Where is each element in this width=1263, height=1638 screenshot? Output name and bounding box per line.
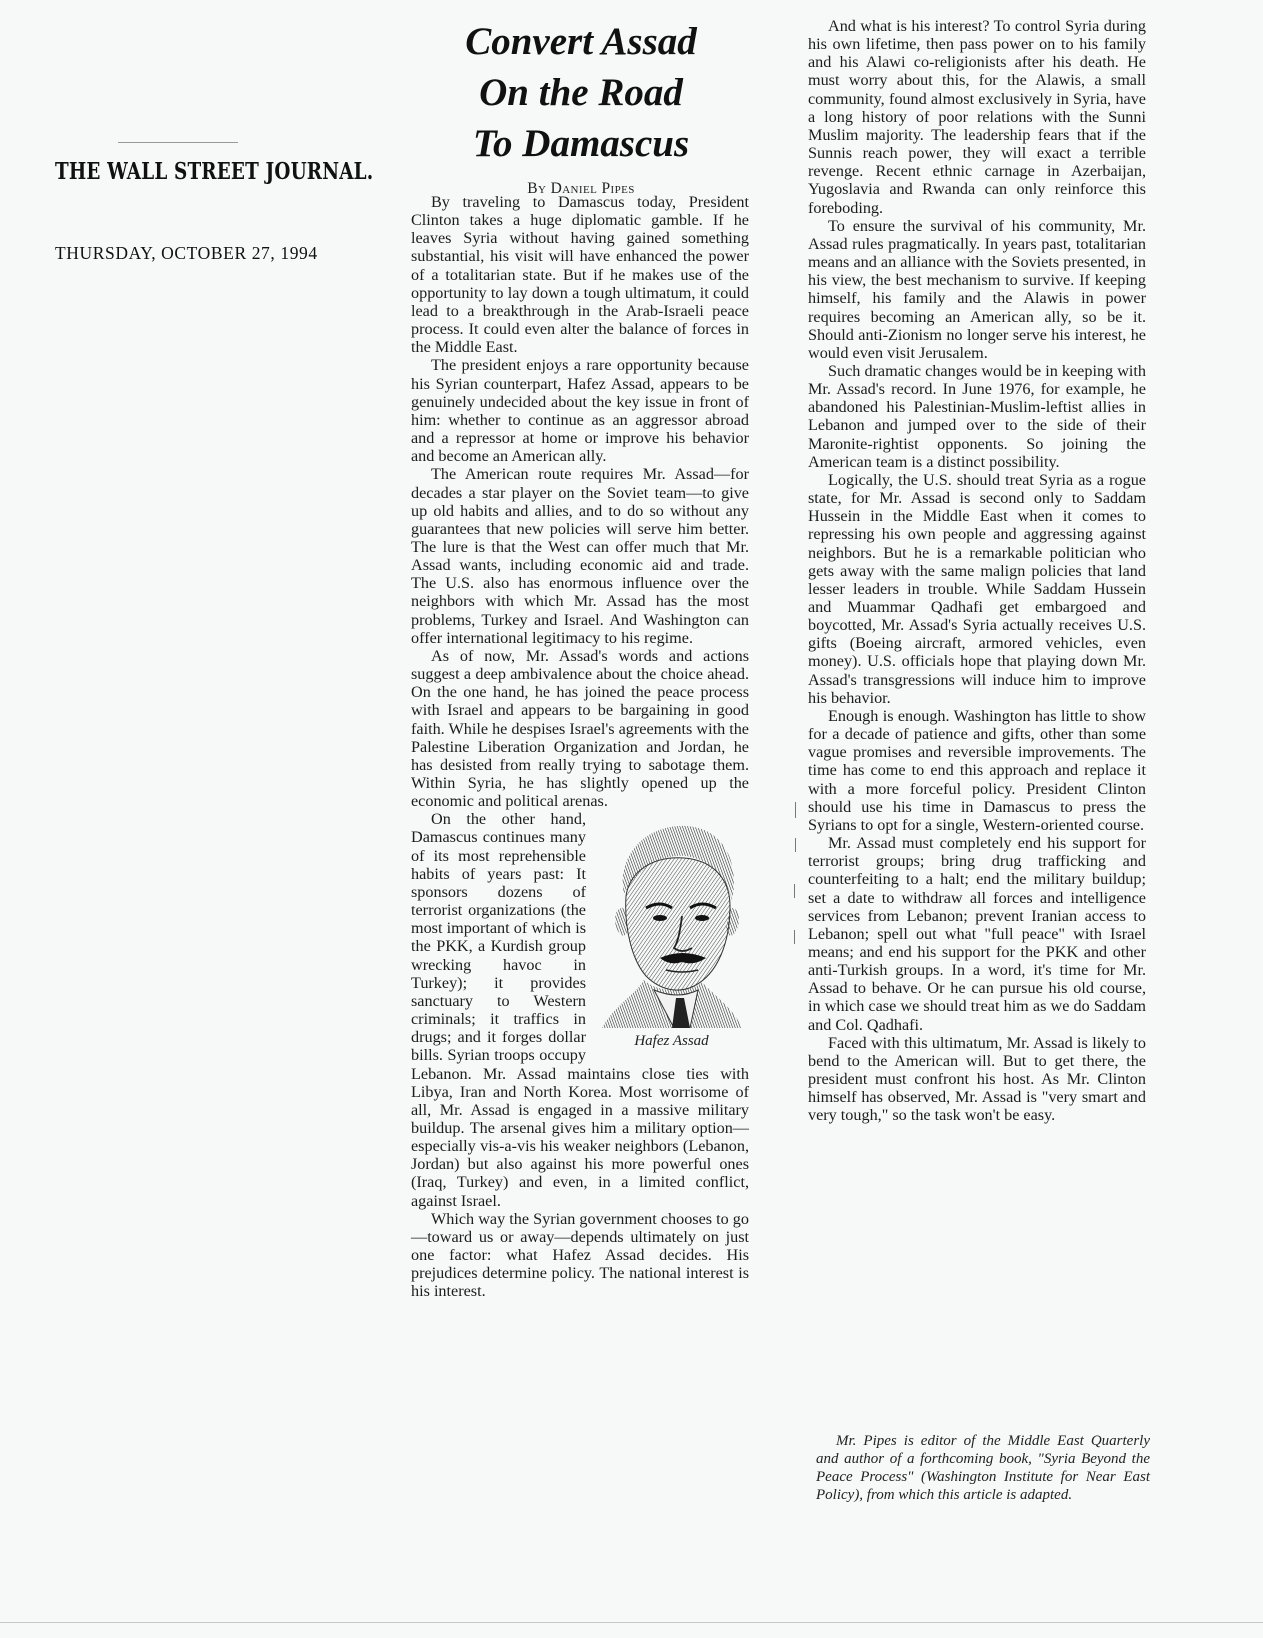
paragraph-with-portrait [411,810,749,1209]
byline: By Daniel Pipes [527,180,635,197]
scan-mark [794,884,795,898]
wrap-text: On the other hand, Damascus continues many of its most reprehensible habits of years past: It sponsors dozens of terrorist organizations (the most important of which is the PKK, a Kurdish group wrecking havoc in Turkey); it provides sanctuary to Western criminals; it traffics in drugs; and it forges dollar bills. Syrian troops occupy Lebanon. Mr. Assad maintains close ties with Libya, Iran and North Korea. Most worrisome of all, Mr. Assad is engaged in a massive military buildup. The arsenal gives him a military option—especially vis-a-vis his weaker neighbors (Lebanon, Jordan) but also against his more powerful ones (Iraq, Turkey) and even, in a limited conflict, against Israel. [411,810,749,1210]
paragraph: The American route requires Mr. Assad—for decades a star player on the Soviet team—to give up old habits and allies, and to do so without any guarantees that new policies will serve him better. The lure is that the West can offer much that Mr. Assad wants, including economic aid and trade. The U.S. also has enormous influence over the neighbors with which Mr. Assad has the most problems, Turkey and Israel. And Washington can offer international legitimacy to his regime. [411,465,749,647]
paragraph: Such dramatic changes would be in keeping with Mr. Assad's record. In June 1976, for example, he abandoned his Palestinian-Muslim-leftist allies in Lebanon and jumped over to the side of their Maronite-rightist opponents. So joining the American team is a distinct possibility. [808,361,1146,471]
paragraph: Logically, the U.S. should treat Syria as a rogue state, for Mr. Assad is second only to Saddam Hussein in the Middle East when it comes to repressing his own people and aggressing against neighbors. But he is a remarkable politician who gets away with the same malign policies that land lesser leaders in trouble. While Saddam Hussein and Muammar Qadhafi get embargoed and boycotted, Mr. Assad's Syria actually receives U.S. gifts (Boeing aircraft, armored vehicles, even money). U.S. officials hope that playing down Mr. Assad's transgressions will induce him to improve his behavior. [808,470,1146,707]
scan-mark [794,930,795,944]
article-column-1 [411,193,749,1553]
page-bottom-rule [0,1622,1263,1623]
paragraph: Which way the Syrian government chooses to go—toward us or away—depends ultimately on just one factor: what Hafez Assad decides. His prejudices determine policy. The national interest is his interest. [411,1209,749,1301]
headline-line-1: Convert Assad [465,20,697,63]
masthead-rule [118,142,238,143]
paragraph: And what is his interest? To control Syria during his own lifetime, then pass power on to his family and his Alawi co-religionists after his death. He must worry about this, for the Alawis, a small community, found almost exclusively in Syria, have a long history of poor relations with the Sunni Muslim majority. The leadership fears that if the Sunnis reach power, they will exact a terrible revenge. Recent ethnic carnage in Azerbaijan, Yugoslavia and Rwanda can only reinforce this foreboding. [808,17,1146,217]
paragraph: To ensure the survival of his community, Mr. Assad rules pragmatically. In years past, totalitarian means and an alliance with the Soviets presented, in his view, the best mechanism to survive. If keeping himself, his family and the Alawis in power requires becoming an American ally, so be it. Should anti-Zionism no longer serve his interest, he would even visit Jerusalem. [808,216,1146,362]
portrait-figure [594,816,749,1054]
headline-line-3: To Damascus [472,122,690,165]
headline-line-2: On the Road [479,71,683,114]
engraved-portrait-hafez-assad-icon [594,816,749,1028]
paragraph: Enough is enough. Washington has little to show for a decade of patience and gifts, other than some vague promises and reversible improvements. The time has come to end this approach and replace it with a more forceful policy. President Clinton should use his time in Damascus to press the Syrians to opt for a single, Western-oriented course. [808,706,1146,834]
article-column-2 [808,17,1146,1125]
paragraph: Faced with this ultimatum, Mr. Assad is likely to bend to the American will. But to get there, the president must confront his host. As Mr. Clinton himself has observed, Mr. Assad is "very smart and very tough," so the task won't be easy. [808,1033,1146,1125]
paragraph: As of now, Mr. Assad's words and actions suggest a deep ambivalence about the choice ahead. On the one hand, he has joined the peace process with Israel and appears to be bargaining in good faith. While he despises Israel's agreements with the Palestine Liberation Organization and Jordan, he has desisted from really trying to sabotage them. Within Syria, he has slightly opened up the economic and political arenas. [411,646,749,811]
paragraph: Mr. Assad must completely end his support for terrorist groups; bring drug trafficking and counterfeiting to a halt; end the military buildup; set a date to withdraw all forces and intelligence services from Lebanon; prevent Iranian access to Lebanon; spell out what "full peace" with Israel means; and end his support for the PKK and other anti-Turkish groups. In a word, it's time for Mr. Assad to behave. Or he can pursue his old course, in which case we should treat him as we do Saddam and Col. Qadhafi. [808,834,1146,1034]
publication-date: THURSDAY, OCTOBER 27, 1994 [55,243,318,263]
headline [402,16,760,169]
scan-mark [795,838,796,852]
scan-mark [795,802,796,818]
portrait-caption: Hafez Assad [634,1033,709,1050]
paragraph: By traveling to Damascus today, President Clinton takes a huge diplomatic gamble. If he leaves Syria without having gained something substantial, his visit will have enhanced the power of a totalitarian state. But if he makes use of the opportunity to lay down a tough ultimatum, it could lead to a breakthrough in the Arab-Israeli peace process. It could even alter the balance of forces in the Middle East. [411,193,749,357]
masthead: THE WALL STREET JOURNAL. [55,158,374,185]
author-tagline: Mr. Pipes is editor of the Middle East Quarterly and author of a forthcoming book, "Syria Beyond the Peace Process" (Washington Institute for Near East Policy), from which this article is adapted. [816,1433,1150,1503]
paragraph: The president enjoys a rare opportunity because his Syrian counterpart, Hafez Assad, appears to be genuinely undecided about the key issue in front of him: whether to continue as an aggressor abroad and a repressor at home or improve his behavior and become an American ally. [411,356,749,466]
